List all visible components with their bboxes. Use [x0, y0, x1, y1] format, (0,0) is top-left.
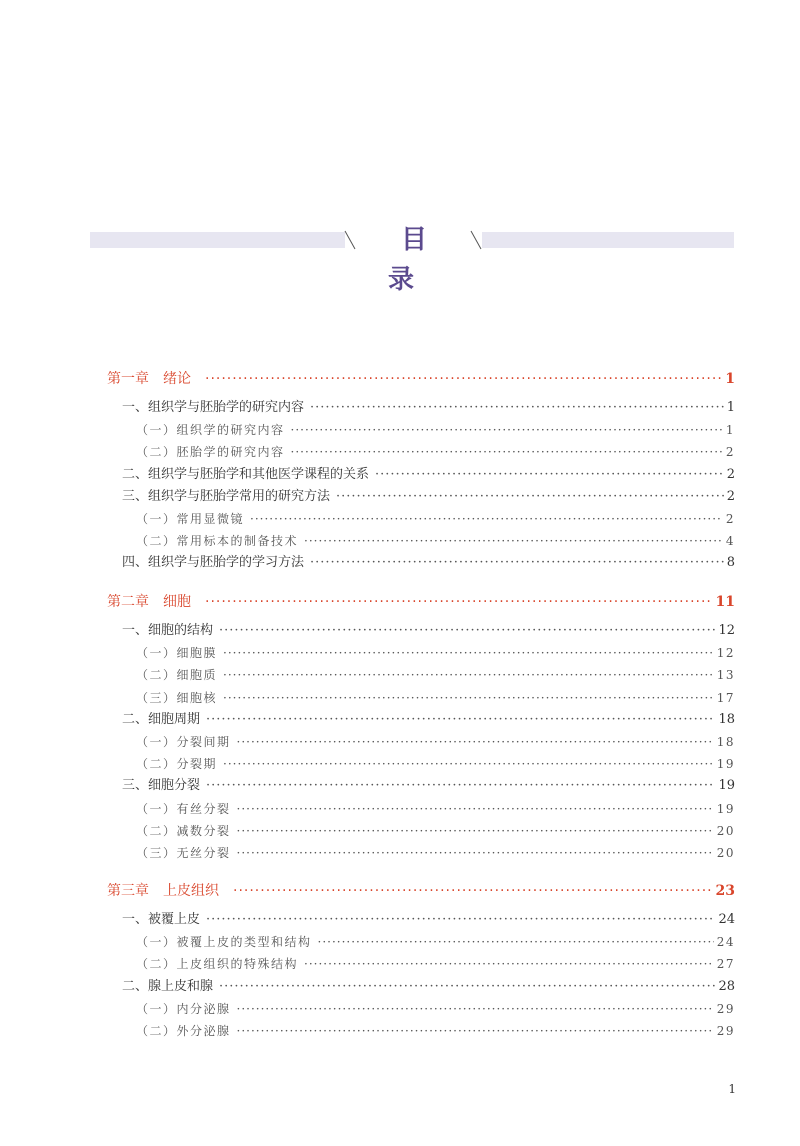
toc-entry-page: 12 — [718, 623, 735, 638]
toc-entry-title: （二）上皮组织的特殊结构 — [136, 957, 299, 972]
toc-entry-title: 一、被覆上皮 — [122, 912, 201, 927]
dot-leader — [237, 821, 714, 841]
dot-leader — [205, 592, 713, 612]
toc-entry-page: 2 — [726, 488, 735, 504]
toc-subsection-row[interactable] — [136, 754, 735, 774]
chapter-name: 细胞 — [163, 594, 191, 610]
toc-subsection-row[interactable] — [136, 954, 735, 974]
toc-entry-title: 二、腺上皮和腺 — [122, 978, 214, 994]
toc-title-band — [90, 220, 734, 295]
toc-entry-page: 1 — [726, 400, 735, 415]
toc-entry-page: 29 — [716, 1001, 735, 1016]
dot-leader — [206, 776, 715, 796]
toc-subsection-row[interactable] — [136, 509, 735, 529]
toc-entry-title: （二）常用标本的制备技术 — [136, 534, 299, 549]
toc-entry-title: （二）外分泌腺 — [136, 1024, 231, 1038]
toc-subsection-row[interactable] — [136, 1021, 735, 1041]
chapter-label — [107, 592, 191, 612]
toc-entry-page: 20 — [716, 823, 735, 838]
toc-entry-title: 一、细胞的结构 — [122, 623, 214, 638]
toc-entry-title: 四、组织学与胚胎学的学习方法 — [122, 555, 305, 571]
toc-entry-page: 28 — [718, 978, 735, 994]
dot-leader — [310, 398, 724, 418]
toc-subsection-row[interactable] — [136, 821, 735, 841]
toc-subsection-row[interactable] — [136, 843, 735, 863]
toc-entry-title: 二、组织学与胚胎学和其他医学课程的关系 — [122, 466, 370, 482]
page-title: 目 录 — [387, 225, 453, 295]
title-slash-left — [344, 230, 356, 250]
dot-leader — [310, 553, 724, 573]
toc-entry-page: 2 — [725, 445, 735, 460]
toc-chapter-row[interactable] — [107, 881, 735, 901]
toc-subsection-row[interactable] — [136, 799, 735, 819]
dot-leader — [206, 910, 715, 930]
toc-entry-title: （三）无丝分裂 — [136, 846, 231, 860]
toc-entry-title: （一）细胞膜 — [136, 646, 218, 661]
toc-entry-page: 12 — [716, 646, 735, 661]
dot-leader — [291, 420, 723, 440]
toc-entry-page: 4 — [725, 534, 735, 549]
toc-chapter-row[interactable] — [107, 592, 735, 612]
toc-subsection-row[interactable] — [136, 999, 735, 1019]
toc-entry-page: 13 — [716, 668, 735, 683]
toc-section-row[interactable] — [122, 621, 735, 641]
toc-entry-page: 24 — [718, 912, 735, 927]
toc-entry-page: 24 — [716, 935, 735, 950]
dot-leader — [304, 954, 714, 974]
toc-section-row[interactable] — [122, 398, 735, 418]
toc-entry-title: （二）胚胎学的研究内容 — [136, 445, 285, 460]
toc-entry-title: （一）分裂间期 — [136, 735, 231, 749]
dot-leader — [237, 1021, 714, 1041]
toc-entry-page: 17 — [716, 690, 735, 705]
toc-entry-title: 三、组织学与胚胎学常用的研究方法 — [122, 488, 331, 504]
toc-subsection-row[interactable] — [136, 932, 735, 952]
toc-entry-title: 三、细胞分裂 — [122, 778, 201, 794]
toc-subsection-row[interactable] — [136, 531, 735, 551]
dot-leader — [219, 621, 715, 641]
toc-subsection-row[interactable] — [136, 688, 735, 708]
toc-entry-title: （二）减数分裂 — [136, 823, 231, 838]
dot-leader — [219, 977, 715, 997]
toc-entry-title: （一）常用显微镜 — [136, 512, 245, 526]
toc-entry-title: （一）内分泌腺 — [136, 1001, 231, 1016]
dot-leader — [336, 487, 724, 507]
toc-entry-page: 8 — [726, 555, 735, 571]
toc-entry-title: （二）分裂期 — [136, 757, 218, 772]
dot-leader — [205, 369, 722, 389]
toc-entry-title: （一）有丝分裂 — [136, 801, 231, 816]
toc-section-row[interactable] — [122, 776, 735, 796]
dot-leader — [223, 754, 714, 774]
dot-leader — [237, 799, 714, 819]
toc-entry-page: 2 — [726, 466, 735, 482]
toc-section-row[interactable] — [122, 465, 735, 485]
toc-entry-page: 18 — [716, 735, 735, 749]
dot-leader — [375, 465, 724, 485]
chapter-label — [107, 369, 191, 389]
toc-entry-title: （三）细胞核 — [136, 690, 218, 705]
title-slash-right — [470, 230, 482, 250]
toc-section-row[interactable] — [122, 977, 735, 997]
toc-entry-page: 27 — [716, 957, 735, 972]
toc-subsection-row[interactable] — [136, 643, 735, 663]
dot-leader — [237, 999, 714, 1019]
chapter-page-number: 11 — [715, 594, 735, 610]
toc-entry-page: 19 — [716, 801, 735, 816]
toc-entry-page: 2 — [725, 512, 735, 526]
toc-subsection-row[interactable] — [136, 420, 735, 440]
toc-section-row[interactable] — [122, 910, 735, 930]
dot-leader — [237, 732, 714, 752]
dot-leader — [304, 531, 723, 551]
toc-entry-title: （一）被覆上皮的类型和结构 — [136, 935, 312, 950]
dot-leader — [318, 932, 714, 952]
dot-leader — [237, 843, 714, 863]
toc-section-row[interactable] — [122, 553, 735, 573]
toc-entry-title: （一）组织学的研究内容 — [136, 423, 285, 438]
toc-subsection-row[interactable] — [136, 732, 735, 752]
chapter-number: 第二章 — [107, 594, 149, 610]
toc-subsection-row[interactable] — [136, 665, 735, 685]
title-band-left — [90, 232, 345, 248]
toc-entry-page: 29 — [716, 1024, 735, 1038]
dot-leader — [206, 710, 715, 730]
toc-entry-page: 20 — [716, 846, 735, 860]
toc-entry-page: 1 — [725, 423, 735, 438]
toc-subsection-row[interactable] — [136, 442, 735, 462]
toc-entry-title: 一、组织学与胚胎学的研究内容 — [122, 400, 305, 415]
chapter-page-number: 1 — [725, 371, 735, 387]
chapter-name: 绪论 — [163, 371, 191, 387]
toc-entry-page: 19 — [718, 778, 735, 794]
toc-section-row[interactable] — [122, 487, 735, 507]
title-band-right — [482, 232, 734, 248]
toc-entry-page: 19 — [716, 757, 735, 772]
toc-entry-title: （二）细胞质 — [136, 668, 218, 683]
chapter-page-number: 23 — [715, 883, 735, 899]
dot-leader — [223, 665, 714, 685]
dot-leader — [223, 643, 714, 663]
page-number: 1 — [728, 1082, 736, 1096]
toc-entry-title: 二、细胞周期 — [122, 711, 201, 727]
toc-section-row[interactable] — [122, 710, 735, 730]
dot-leader — [223, 688, 714, 708]
chapter-number: 第一章 — [107, 371, 149, 387]
chapter-number: 第三章 — [107, 883, 149, 899]
dot-leader — [250, 509, 723, 529]
chapter-label — [107, 881, 219, 901]
toc-chapter-row[interactable] — [107, 369, 735, 389]
dot-leader — [291, 442, 723, 462]
toc-entry-page: 18 — [718, 711, 735, 727]
dot-leader — [233, 881, 713, 901]
chapter-name: 上皮组织 — [163, 883, 219, 899]
